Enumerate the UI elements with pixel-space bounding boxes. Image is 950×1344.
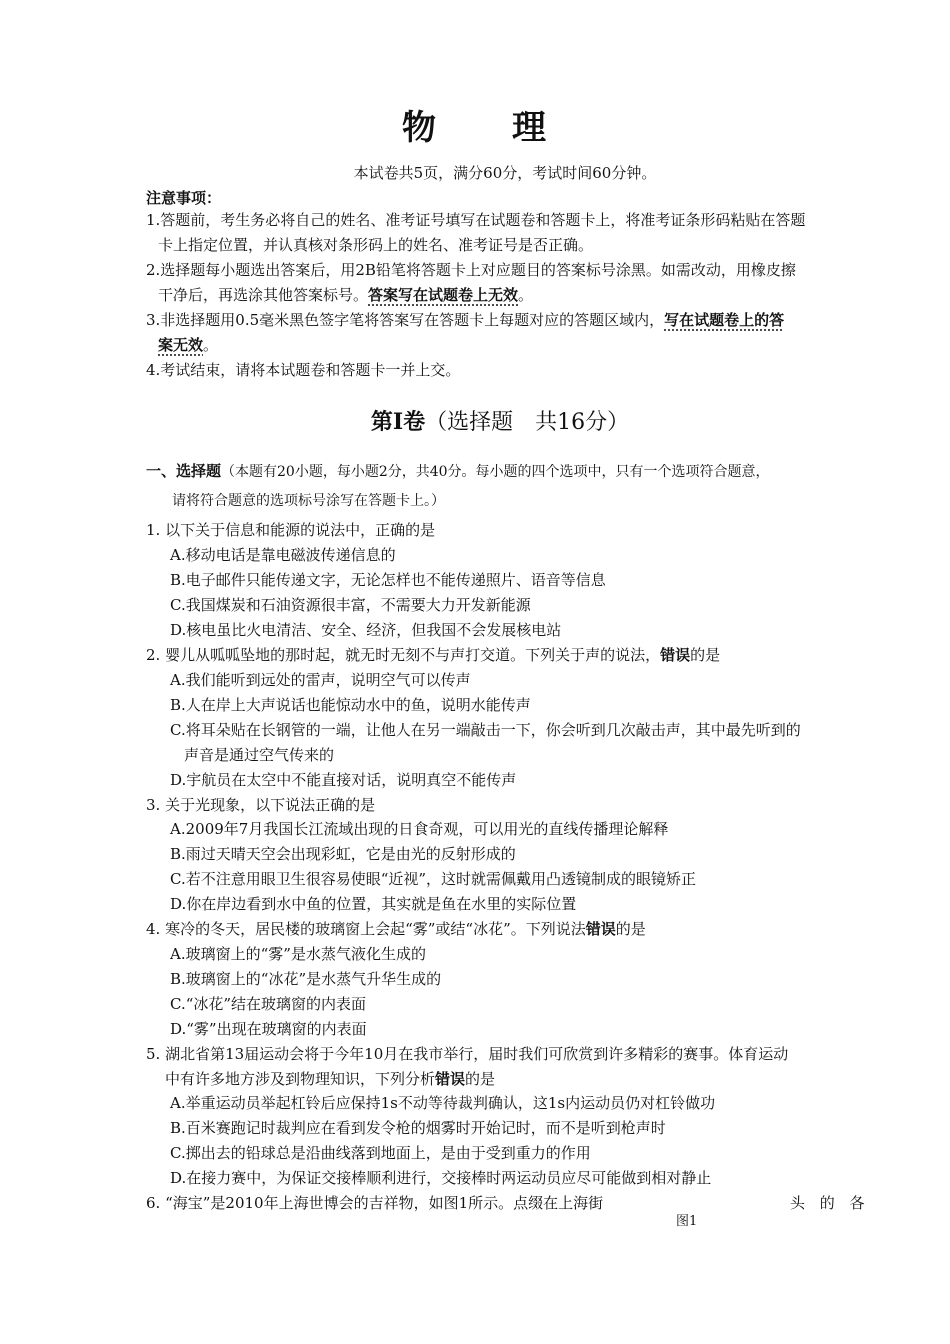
part1-label: 一、选择题 (146, 462, 222, 480)
notice-2-line2c: 。 (518, 286, 534, 304)
q2-option-c-line1: C.将耳朵贴在长钢管的一端，让他人在另一端敲击一下，你会听到几次敲击声，其中最先听到的 (170, 721, 801, 739)
q4-option-c: C.“冰花”结在玻璃窗的内表面 (170, 995, 367, 1013)
page-title (0, 100, 950, 149)
q5-option-c: C.掷出去的铅球总是沿曲线落到地面上，是由于受到重力的作用 (170, 1144, 591, 1162)
q5-option-a: A.举重运动员举起杠铃后应保持1s不动等待裁判确认，这1s内运动员仍对杠铃做功 (170, 1094, 716, 1112)
notice-2-emphasis: 答案写在试题卷上无效 (368, 286, 519, 304)
notice-3-emphasis-b: 案无效 (158, 336, 204, 354)
notice-item-1 (146, 208, 862, 258)
figure-1-label: 图1 (676, 1214, 698, 1229)
notice-item-2 (146, 258, 862, 308)
notice-1-line1: 1.答题前，考生务必将自己的姓名、准考证号填写在试题卷和答题卡上，将准考证条形码粘贴在答题 (146, 211, 806, 229)
q1-option-c: C.我国煤炭和石油资源很丰富，不需要大力开发新能源 (170, 596, 531, 614)
q2-stem-a: 2. 婴儿从呱呱坠地的那时起，就无时无刻不与声打交道。下列关于声的说法， (146, 646, 661, 664)
exam-info: 本试卷共5页，满分60分，考试时间60分钟。 (353, 164, 657, 182)
q2-option-c-line2: 声音是通过空气传来的 (184, 746, 335, 764)
q2-stem-c: 的是 (690, 646, 721, 664)
q3-option-c: C.若不注意用眼卫生很容易使眼“近视”，这时就需佩戴用凸透镜制成的眼镜矫正 (170, 870, 697, 888)
notice-2-line2 (146, 283, 862, 308)
notice-3-line2 (146, 333, 862, 358)
q4-option-d: D.“雾”出现在玻璃窗的内表面 (170, 1020, 367, 1038)
q6-stem: 6. “海宝”是2010年上海世博会的吉祥物，如图1所示。点缀在上海街 (146, 1194, 604, 1212)
section-title (0, 405, 950, 436)
q6-stem-tail: 头 的 各 (790, 1194, 865, 1212)
notice-3-emphasis-a: 写在试题卷上的答 (664, 311, 785, 329)
q5-stem-line2 (165, 1068, 495, 1090)
q2-option-b: B.人在岸上大声说话也能惊动水中的鱼，说明水能传声 (170, 696, 531, 714)
q3-option-a: A.2009年7月我国长江流域出现的日食奇观，可以用光的直线传播理论解释 (170, 820, 669, 838)
q3-option-d: D.你在岸边看到水中鱼的位置，其实就是鱼在水里的实际位置 (170, 895, 577, 913)
q1-option-a: A.移动电话是靠电磁波传递信息的 (170, 546, 396, 564)
part1-heading (146, 460, 770, 483)
q5-option-b: B.百米赛跑记时裁判应在看到发令枪的烟雾时开始记时，而不是听到枪声时 (170, 1119, 666, 1137)
q4-stem-emphasis: 错误 (585, 920, 616, 938)
notice-1-line2: 卡上指定位置，并认真核对条形码上的姓名、准考证号是否正确。 (158, 236, 594, 254)
notice-2-line1: 2.选择题每小题选出答案后，用2B铅笔将答题卡上对应题目的答案标号涂黑。如需改动，用橡皮擦 (146, 261, 796, 279)
q2-option-a: A.我们能听到远处的雷声，说明空气可以传声 (170, 671, 471, 689)
q4-option-a: A.玻璃窗上的“雾”是水蒸气液化生成的 (170, 945, 426, 963)
q3-option-b: B.雨过天晴天空会出现彩虹，它是由光的反射形成的 (170, 845, 516, 863)
notice-heading: 注意事项： (146, 189, 222, 207)
title-char-1: 物 (402, 108, 438, 148)
notice-2-line2a: 干净后，再选涂其他答案标号。 (158, 286, 369, 304)
q2-stem (146, 644, 720, 666)
notice-3-line2b: 。 (203, 336, 219, 354)
q2-stem-emphasis: 错误 (660, 646, 691, 664)
q1-option-b: B.电子邮件只能传递文字，无论怎样也不能传递照片、语音等信息 (170, 571, 606, 589)
section-title-rest: （选择题 共16分） (425, 410, 630, 435)
q4-stem-a: 4. 寒冷的冬天，居民楼的玻璃窗上会起“雾”或结“冰花”。下列说法 (146, 920, 586, 938)
q5-stem-a: 中有许多地方涉及到物理知识，下列分析 (165, 1070, 436, 1088)
notice-item-3 (146, 308, 862, 358)
q5-stem-c: 的是 (465, 1070, 496, 1088)
q1-stem: 1. 以下关于信息和能源的说法中，正确的是 (146, 521, 436, 539)
notice-3-line1a: 3.非选择题用0.5毫米黑色签字笔将答案写在答题卡上每题对应的答题区域内， (146, 311, 665, 329)
q4-stem-c: 的是 (615, 920, 646, 938)
section-title-bold: 第Ⅰ卷 (370, 409, 426, 435)
q5-stem-emphasis: 错误 (435, 1070, 466, 1088)
q2-option-d: D.宇航员在太空中不能直接对话，说明真空不能传声 (170, 771, 517, 789)
part1-desc-2: 请将符合题意的选项标号涂写在答题卡上。） (172, 493, 445, 509)
q4-stem (146, 918, 646, 940)
q1-option-d: D.核电虽比火电清洁、安全、经济，但我国不会发展核电站 (170, 621, 562, 639)
q3-stem: 3. 关于光现象，以下说法正确的是 (146, 796, 376, 814)
q4-option-b: B.玻璃窗上的“冰花”是水蒸气升华生成的 (170, 970, 442, 988)
title-char-2: 理 (512, 108, 548, 148)
part1-desc-1: （本题有20小题，每小题2分，共40分。每小题的四个选项中，只有一个选项符合题意， (221, 464, 770, 480)
q5-stem-line1: 5. 湖北省第13届运动会将于今年10月在我市举行，届时我们可欣赏到许多精彩的赛事。体育运动 (146, 1045, 789, 1063)
notice-item-4: 4.考试结束，请将本试题卷和答题卡一并上交。 (146, 361, 461, 379)
q5-option-d: D.在接力赛中，为保证交接棒顺利进行，交接棒时两运动员应尽可能做到相对静止 (170, 1169, 712, 1187)
